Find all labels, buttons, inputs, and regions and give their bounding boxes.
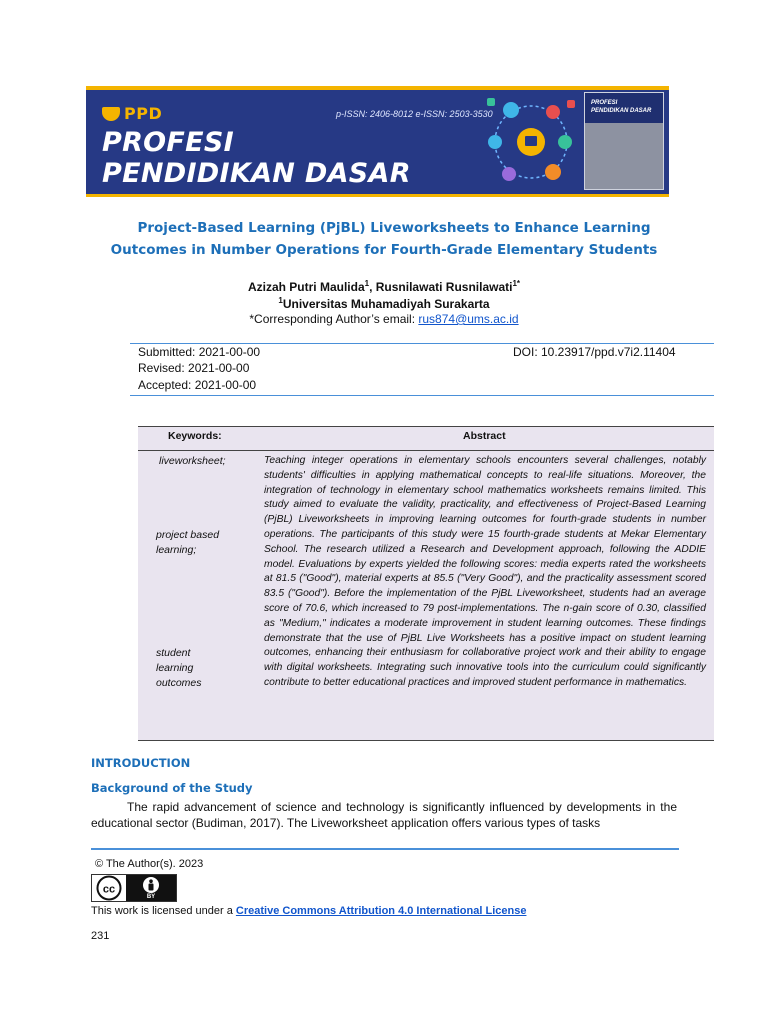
submitted-date: Submitted: 2021-00-00 [138, 345, 261, 359]
introduction-heading: INTRODUCTION [91, 756, 191, 770]
dates-bottom-rule [130, 395, 714, 396]
keyword-item: learning; [156, 544, 197, 556]
body-paragraph: The rapid advancement of science and technology is significantly influenced by developments in the educational sector (Budiman, 2017). The Liveworksheet application offers various types of tasks [91, 800, 677, 830]
by-label: BY [146, 893, 156, 900]
ppd-logo-icon [102, 107, 120, 121]
cover-title-line-2: PENDIDIKAN DASAR [591, 108, 652, 114]
dates-top-rule [130, 343, 714, 344]
paper-title-line-1: Project-Based Learning (PjBL) Liveworksheets to Enhance Learning [137, 220, 651, 236]
affiliation-mark: 1 [278, 296, 283, 305]
cc-by-license-badge[interactable] [91, 874, 177, 902]
affiliation-name: Universitas Muhamadiyah Surakarta [282, 297, 490, 311]
accepted-date: Accepted: 2021-00-00 [138, 378, 257, 392]
by-panel [126, 875, 176, 901]
cc-badge-text: cc [102, 883, 116, 896]
attribution-person-icon [143, 877, 159, 893]
journal-banner [86, 86, 669, 197]
abstract-table [138, 426, 714, 741]
author-2-affiliation-mark: 1* [512, 279, 521, 288]
affiliation [0, 296, 768, 311]
copyright-text: © The Author(s). 2023 [95, 858, 204, 870]
keywords-header: Keywords: [168, 430, 222, 442]
license-line [91, 905, 526, 917]
education-icons-illustration [481, 92, 579, 192]
journal-cover-thumbnail [584, 92, 664, 190]
keyword-item: liveworksheet; [159, 455, 226, 467]
abstract-table-header [138, 427, 714, 451]
ppd-logo [102, 104, 162, 123]
cover-title-line-1: PROFESI [591, 100, 618, 106]
revised-date: Revised: 2021-00-00 [138, 361, 250, 375]
email-link[interactable]: rus874@ums.ac.id [418, 312, 519, 326]
page-number: 231 [91, 930, 110, 942]
author-1-affiliation-mark: 1 [364, 279, 370, 288]
ppd-logo-text: PPD [124, 104, 163, 123]
paper-title-line-2: Outcomes in Number Operations for Fourth-Grade Elementary Students [110, 242, 658, 258]
journal-title-line-1: PROFESI [102, 127, 235, 158]
background-heading: Background of the Study [91, 781, 253, 795]
cc-circle-icon [96, 875, 122, 901]
license-prefix: This work is licensed under a [91, 905, 236, 917]
person-icon [146, 879, 156, 891]
author-1: Azizah Putri Maulida [247, 280, 365, 294]
issn-text: p-ISSN: 2406-8012 e-ISSN: 2503-3530 [336, 109, 493, 119]
license-link[interactable]: Creative Commons Attribution 4.0 International License [235, 905, 527, 917]
keyword-item: outcomes [156, 677, 202, 689]
footer-rule [91, 848, 679, 850]
keyword-item: learning [156, 662, 194, 674]
banner-top-stripe [86, 86, 669, 90]
keyword-item: project based [156, 529, 220, 541]
doi-text: DOI: 10.23917/ppd.v7i2.11404 [513, 345, 676, 359]
email-label: *Corresponding Author’s email: [249, 312, 419, 326]
author-list [0, 279, 768, 294]
keyword-item: student [156, 647, 191, 659]
banner-bottom-stripe [86, 194, 669, 197]
author-2: , Rusnilawati Rusnilawati [369, 280, 513, 294]
abstract-text: Teaching integer operations in elementary schools encounters several challenges, notably students' difficulties in applying mathematical concepts to real-life situations. Moreover, the integration of technology in elementary school mathematics worksheets remains limited. This study aimed to evaluate the validity, practicality, and effectiveness of Project-Based Learning (PjBL) Liveworksheets in improving learning outcomes for fourth-grade students in number operations. The participants of this study were 15 fourth-grade students at Mekar Elementary School. The research utilized a Research and Development approach, following the ADDIE model. Evaluations by experts yielded the following scores: media experts rated the worksheets at 81.5 ("Good"), material experts at 85.5 ("Very Good"), and the practicality assessment scored 83.5 ("Good"). Before the implementation of the PjBL Liveworksheet, students had an average score of 70.6, which increased to 79 post-implementations. The n-gain score of 0.30, classified as "Medium," indicates a moderate improvement in student learning outcomes. These findings demonstrate that the use of PjBL Live Worksheets has a positive impact on student learning outcomes, enhancing their enthusiasm for collaborative project work and their ability to engage with digital worksheets. Integrating such innovative tools into the curriculum could significantly contribute to better educational practices and improved student performance in mathematics. [264, 455, 706, 688]
cover-header [585, 93, 663, 123]
cc-icon [92, 875, 126, 901]
abstract-header: Abstract [463, 430, 506, 442]
corresponding-email-line [0, 312, 768, 326]
journal-title-line-2: PENDIDIKAN DASAR [102, 158, 411, 189]
